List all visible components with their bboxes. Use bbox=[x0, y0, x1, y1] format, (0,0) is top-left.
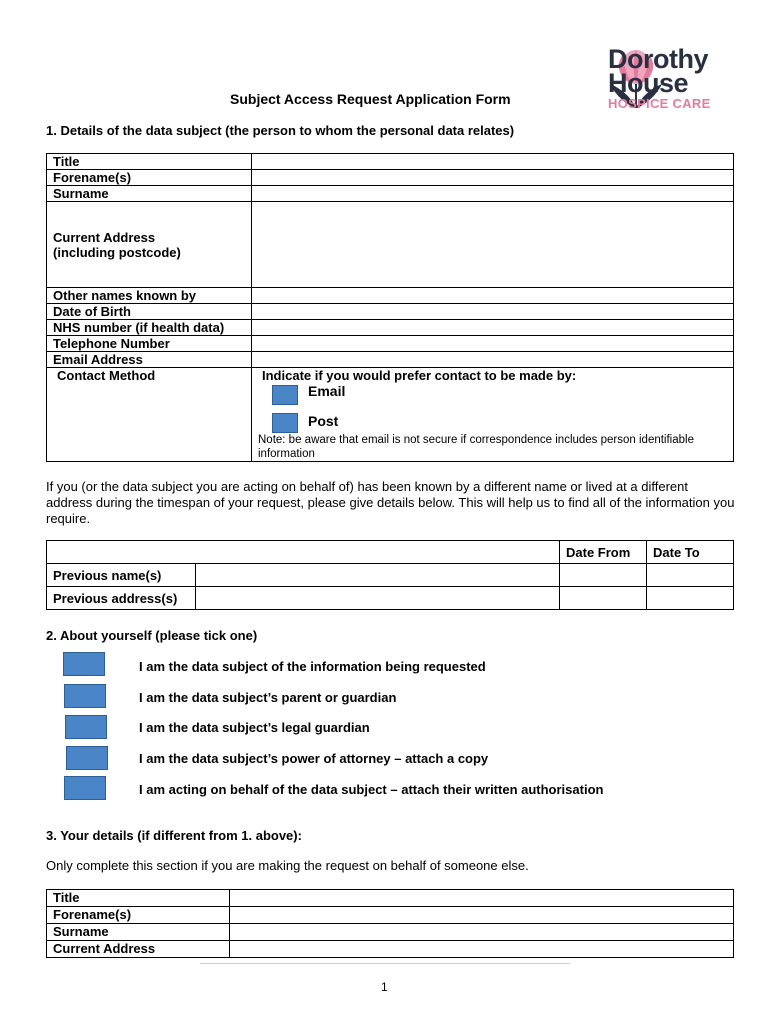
option-5-checkbox[interactable] bbox=[64, 776, 106, 800]
section1-heading: 1. Details of the data subject (the person to whom the personal data relates) bbox=[46, 123, 515, 138]
post-checkbox[interactable] bbox=[272, 413, 298, 433]
table-row bbox=[47, 202, 734, 288]
table-row bbox=[47, 320, 734, 336]
email-field[interactable] bbox=[252, 352, 734, 368]
previous-addresses-field[interactable] bbox=[196, 587, 560, 610]
previous-details-table bbox=[46, 540, 734, 610]
col-header-date-to: Date To bbox=[647, 541, 734, 564]
your-row-label-current-address: Current Address bbox=[47, 941, 230, 958]
contact-method-cell bbox=[252, 368, 734, 462]
page-number: 1 bbox=[381, 980, 388, 994]
contact-prompt: Indicate if you would prefer contact to be made by: bbox=[262, 368, 577, 383]
your-current-address-field[interactable] bbox=[230, 941, 734, 958]
row-label-title: Title bbox=[47, 154, 252, 170]
table-row bbox=[47, 170, 734, 186]
table-row bbox=[47, 304, 734, 320]
previous-names-date-to[interactable] bbox=[647, 564, 734, 587]
row-label-previous-addresses: Previous address(s) bbox=[47, 587, 196, 610]
table-row bbox=[47, 352, 734, 368]
telephone-field[interactable] bbox=[252, 336, 734, 352]
table-row bbox=[47, 368, 734, 462]
your-forenames-field[interactable] bbox=[230, 907, 734, 924]
option-2-checkbox[interactable] bbox=[64, 684, 106, 708]
data-subject-table bbox=[46, 153, 734, 462]
your-row-label-surname: Surname bbox=[47, 924, 230, 941]
row-label-telephone: Telephone Number bbox=[47, 336, 252, 352]
form-title: Subject Access Request Application Form bbox=[230, 91, 511, 107]
row-label-previous-names: Previous name(s) bbox=[47, 564, 196, 587]
footer-divider bbox=[200, 963, 570, 964]
section3-note: Only complete this section if you are making the request on behalf of someone else. bbox=[46, 858, 529, 873]
table-row bbox=[47, 941, 734, 958]
table-row bbox=[47, 587, 734, 610]
col-header-date-from: Date From bbox=[560, 541, 647, 564]
option-3-checkbox[interactable] bbox=[65, 715, 107, 739]
previous-names-date-from[interactable] bbox=[560, 564, 647, 587]
option-1-label: I am the data subject of the information being requested bbox=[139, 659, 486, 674]
post-option-label: Post bbox=[308, 412, 339, 429]
your-details-table bbox=[46, 889, 734, 958]
row-label-surname: Surname bbox=[47, 186, 252, 202]
contact-option-email[interactable] bbox=[272, 382, 733, 405]
table-row bbox=[47, 907, 734, 924]
your-row-label-forenames: Forename(s) bbox=[47, 907, 230, 924]
logo-text-dorothy: Dorothy bbox=[608, 44, 708, 74]
table-row bbox=[47, 890, 734, 907]
intro-paragraph: If you (or the data subject you are acting on behalf of) has been known by a different name or lived at a different address during the timespan of your request, please give details below. This will help us to find all of the information you require. bbox=[46, 479, 735, 526]
email-option-label: Email bbox=[308, 382, 346, 399]
table-row bbox=[47, 564, 734, 587]
option-4-label: I am the data subject’s power of attorney – attach a copy bbox=[139, 751, 489, 766]
previous-addresses-date-to[interactable] bbox=[647, 587, 734, 610]
section2-heading: 2. About yourself (please tick one) bbox=[46, 628, 258, 643]
email-checkbox[interactable] bbox=[272, 385, 298, 405]
table-row bbox=[47, 336, 734, 352]
option-2-label: I am the data subject’s parent or guardian bbox=[139, 690, 397, 705]
option-5-label: I am acting on behalf of the data subject – attach their written authorisation bbox=[139, 782, 604, 797]
header-blank-cell bbox=[47, 541, 560, 564]
option-1-checkbox[interactable] bbox=[63, 652, 105, 676]
section3-heading: 3. Your details (if different from 1. above): bbox=[46, 828, 302, 843]
row-label-dob: Date of Birth bbox=[47, 304, 252, 320]
option-4-checkbox[interactable] bbox=[66, 746, 108, 770]
surname-field[interactable] bbox=[252, 186, 734, 202]
email-security-note: Note: be aware that email is not secure if correspondence includes person identifiable information bbox=[258, 434, 694, 460]
row-label-email: Email Address bbox=[47, 352, 252, 368]
title-field[interactable] bbox=[252, 154, 734, 170]
row-label-contact-method: Contact Method bbox=[47, 368, 252, 462]
row-label-forenames: Forename(s) bbox=[47, 170, 252, 186]
row-label-nhs-number: NHS number (if health data) bbox=[47, 320, 252, 336]
row-label-current-address: Current Address (including postcode) bbox=[47, 202, 252, 288]
table-row bbox=[47, 186, 734, 202]
logo-text-hospice-care: HOSPICE CARE bbox=[608, 96, 711, 111]
previous-addresses-date-from[interactable] bbox=[560, 587, 647, 610]
table-row bbox=[47, 288, 734, 304]
forenames-field[interactable] bbox=[252, 170, 734, 186]
table-row bbox=[47, 924, 734, 941]
current-address-field[interactable] bbox=[252, 202, 734, 288]
your-surname-field[interactable] bbox=[230, 924, 734, 941]
table-row bbox=[47, 154, 734, 170]
your-row-label-title: Title bbox=[47, 890, 230, 907]
nhs-number-field[interactable] bbox=[252, 320, 734, 336]
previous-names-field[interactable] bbox=[196, 564, 560, 587]
row-label-other-names: Other names known by bbox=[47, 288, 252, 304]
contact-option-post[interactable] bbox=[272, 413, 733, 433]
table-row bbox=[47, 541, 734, 564]
option-3-label: I am the data subject’s legal guardian bbox=[139, 720, 370, 735]
other-names-field[interactable] bbox=[252, 288, 734, 304]
logo-text-house: House bbox=[608, 68, 689, 98]
dob-field[interactable] bbox=[252, 304, 734, 320]
your-title-field[interactable] bbox=[230, 890, 734, 907]
